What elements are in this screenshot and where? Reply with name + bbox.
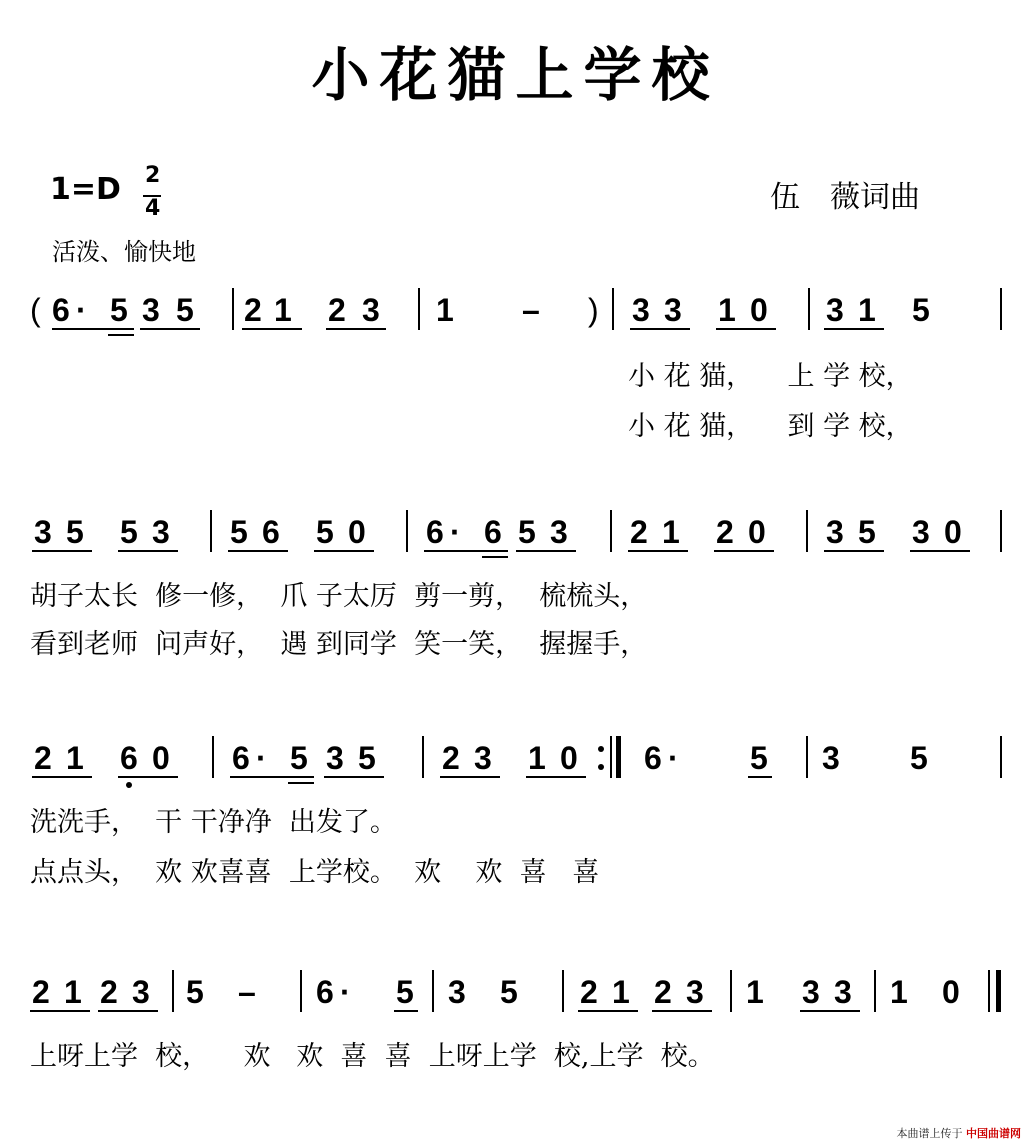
- note: 3: [142, 292, 160, 328]
- underline: [32, 776, 92, 778]
- bar-line: [612, 288, 614, 330]
- note: 3: [826, 514, 844, 550]
- note: 6: [484, 514, 502, 550]
- repeat-dot: [598, 764, 604, 770]
- note: 0: [750, 292, 768, 328]
- song-title: 小花猫上学校: [311, 41, 720, 109]
- underline: [326, 328, 386, 330]
- note: 3: [34, 514, 52, 550]
- note: 5: [358, 740, 376, 776]
- note: 3: [802, 974, 820, 1010]
- note: 5: [66, 514, 84, 550]
- note: 5: [186, 974, 204, 1010]
- note: 6: [426, 514, 444, 550]
- note: 3: [664, 292, 682, 328]
- underline: [230, 776, 314, 778]
- note: 3: [912, 514, 930, 550]
- note: 0: [348, 514, 366, 550]
- bar-line: [730, 970, 732, 1012]
- underline: [140, 328, 200, 330]
- lyric-row-3-verse-2: 点点头， 欢 欢喜喜 上学校。 欢 欢 喜 喜: [30, 857, 600, 888]
- underline: [98, 1010, 158, 1012]
- bar-line: [806, 510, 808, 552]
- repeat-bar-thin: [610, 736, 612, 778]
- bar-line: [210, 510, 212, 552]
- note: 3: [132, 974, 150, 1010]
- footer-site[interactable]: 中国曲谱网: [966, 1127, 1021, 1140]
- final-bar-thick: [996, 970, 1001, 1012]
- bar-line: [1000, 510, 1002, 552]
- note: 2: [654, 974, 672, 1010]
- underline: [30, 1010, 90, 1012]
- bar-line: [406, 510, 408, 552]
- underline: [394, 1010, 418, 1012]
- note: 5: [230, 514, 248, 550]
- note-paren: ): [588, 292, 599, 328]
- note: 3: [362, 292, 380, 328]
- underline: [424, 550, 508, 552]
- note: 1: [858, 292, 876, 328]
- bar-line: [212, 736, 214, 778]
- note: 6: [316, 974, 334, 1010]
- underline: [242, 328, 302, 330]
- bar-line: [422, 736, 424, 778]
- note: 3: [822, 740, 840, 776]
- note: 1: [890, 974, 908, 1010]
- note: 3: [686, 974, 704, 1010]
- composer-credit: 伍 薇词曲: [770, 180, 920, 215]
- bar-line: [562, 970, 564, 1012]
- note: –: [522, 292, 540, 328]
- note: 5: [500, 974, 518, 1010]
- note: 5: [518, 514, 536, 550]
- note: 5: [316, 514, 334, 550]
- note: 5: [120, 514, 138, 550]
- final-bar-thin: [988, 970, 990, 1012]
- note: 5: [110, 292, 128, 328]
- underline: [288, 782, 314, 784]
- underline: [440, 776, 500, 778]
- underline: [314, 550, 374, 552]
- note: 6: [232, 740, 250, 776]
- note: 6: [644, 740, 662, 776]
- underline: [578, 1010, 638, 1012]
- note: 1: [528, 740, 546, 776]
- note: 6: [262, 514, 280, 550]
- underline: [482, 556, 508, 558]
- note: 6: [120, 740, 138, 776]
- note: 3: [632, 292, 650, 328]
- note: 2: [100, 974, 118, 1010]
- underline: [324, 776, 384, 778]
- note: 0: [560, 740, 578, 776]
- note: 3: [448, 974, 466, 1010]
- bar-line: [418, 288, 420, 330]
- note: 2: [34, 740, 52, 776]
- repeat-bar-thick: [616, 736, 621, 778]
- underline: [526, 776, 586, 778]
- note: ·: [340, 974, 351, 1010]
- underline: [32, 550, 92, 552]
- underline: [118, 550, 178, 552]
- note: 2: [580, 974, 598, 1010]
- underline: [800, 1010, 860, 1012]
- underline: [714, 550, 774, 552]
- note: 3: [834, 974, 852, 1010]
- footer-credit: [897, 1125, 1022, 1141]
- note: 1: [612, 974, 630, 1010]
- note: 5: [858, 514, 876, 550]
- underline: [824, 328, 884, 330]
- time-signature-top: 2: [145, 163, 161, 188]
- lyric-row-2-verse-1: 胡子太长 修一修， 爪 子太厉 剪一剪， 梳梳头，: [30, 581, 648, 612]
- underline: [628, 550, 688, 552]
- bar-line: [232, 288, 234, 330]
- note: 5: [176, 292, 194, 328]
- bar-line: [874, 970, 876, 1012]
- note: 2: [716, 514, 734, 550]
- underline: [652, 1010, 712, 1012]
- note: 2: [442, 740, 460, 776]
- tempo-marking: 活泼、愉快地: [52, 238, 196, 266]
- note: 5: [750, 740, 768, 776]
- key-signature: 1=D: [50, 172, 121, 207]
- lyric-row-3-verse-1: 洗洗手， 干 干净净 出发了。: [30, 807, 397, 838]
- bar-line: [1000, 288, 1002, 330]
- note: 1: [436, 292, 454, 328]
- bar-line: [300, 970, 302, 1012]
- time-signature-bottom: 4: [145, 196, 161, 221]
- underline: [52, 328, 134, 330]
- underline: [716, 328, 776, 330]
- note: 1: [662, 514, 680, 550]
- underline: [118, 776, 178, 778]
- bar-line: [172, 970, 174, 1012]
- note: 3: [326, 740, 344, 776]
- note: 3: [474, 740, 492, 776]
- note: 1: [746, 974, 764, 1010]
- note: 1: [66, 740, 84, 776]
- underline: [228, 550, 288, 552]
- note: –: [238, 974, 256, 1010]
- note: 2: [244, 292, 262, 328]
- lyric-row-2-verse-2: 看到老师 问声好， 遇 到同学 笑一笑， 握握手，: [30, 629, 648, 660]
- bar-line: [432, 970, 434, 1012]
- lyric-row-1-verse-1: 小 花 猫， 上 学 校，: [628, 361, 913, 392]
- note: 5: [290, 740, 308, 776]
- note: 2: [630, 514, 648, 550]
- note: 2: [32, 974, 50, 1010]
- underline: [748, 776, 772, 778]
- note: 0: [152, 740, 170, 776]
- note: 3: [152, 514, 170, 550]
- note: ·: [668, 740, 679, 776]
- lyric-row-4-verse-1: 上呀上学 校， 欢 欢 喜 喜 上呀上学 校,上学 校。: [30, 1041, 715, 1072]
- note: 6: [52, 292, 70, 328]
- note: 0: [942, 974, 960, 1010]
- bar-line: [1000, 736, 1002, 778]
- note-paren: (: [30, 292, 41, 328]
- underline: [910, 550, 970, 552]
- note: 2: [328, 292, 346, 328]
- underline: [108, 334, 134, 336]
- underline: [516, 550, 576, 552]
- bar-line: [806, 736, 808, 778]
- note: 1: [64, 974, 82, 1010]
- underline: [824, 550, 884, 552]
- repeat-dot: [598, 746, 604, 752]
- note: 3: [826, 292, 844, 328]
- underline: [630, 328, 690, 330]
- footer-prefix: 本曲谱上传于: [896, 1127, 963, 1140]
- note: ·: [256, 740, 267, 776]
- note: 5: [910, 740, 928, 776]
- note: 0: [748, 514, 766, 550]
- note: 1: [718, 292, 736, 328]
- note: 5: [912, 292, 930, 328]
- note: 1: [274, 292, 292, 328]
- note: 3: [550, 514, 568, 550]
- note: ·: [76, 292, 87, 328]
- note: 0: [944, 514, 962, 550]
- note: 5: [396, 974, 414, 1010]
- lyric-row-1-verse-2: 小 花 猫， 到 学 校，: [628, 411, 913, 442]
- low-octave-dot: [126, 782, 132, 788]
- note: ·: [450, 514, 461, 550]
- bar-line: [610, 510, 612, 552]
- bar-line: [808, 288, 810, 330]
